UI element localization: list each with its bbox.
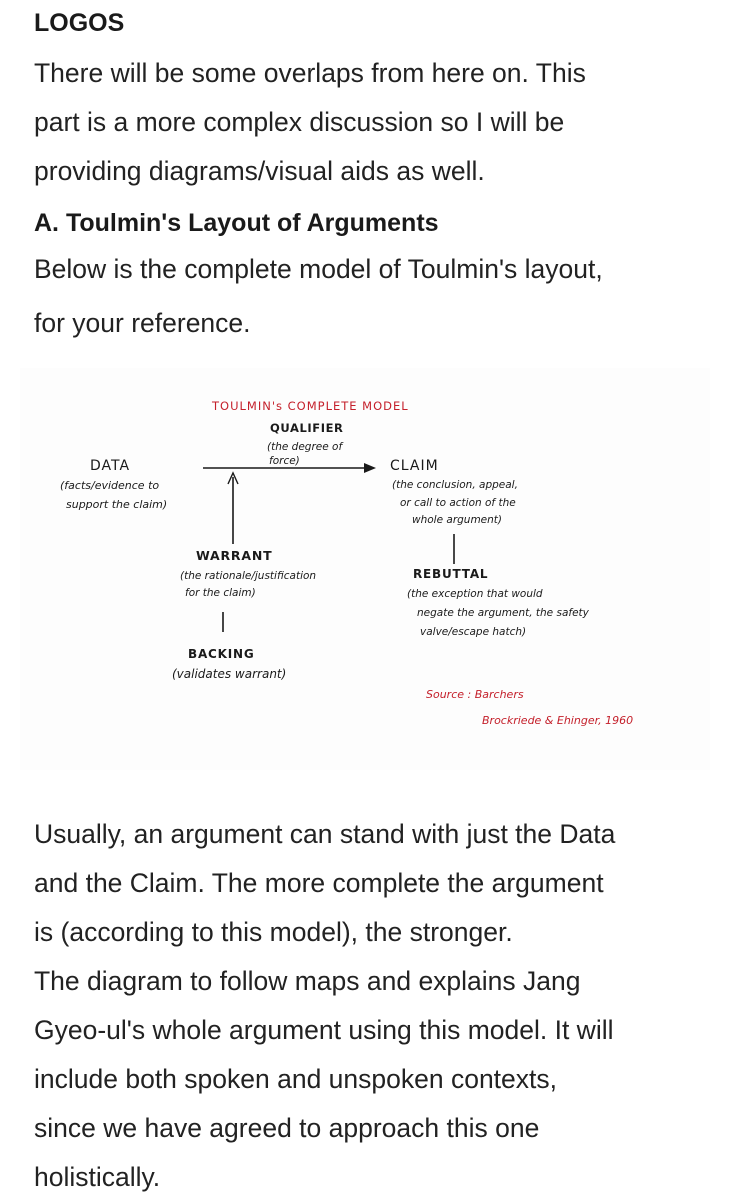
backing-desc: (validates warrant)	[172, 667, 287, 681]
claim-desc: whole argument)	[412, 514, 503, 526]
qualifier-desc: force)	[269, 455, 300, 467]
outro-line: Gyeo-ul's whole argument using this model. It will	[34, 1015, 614, 1045]
outro-line: since we have agreed to approach this one	[34, 1113, 540, 1143]
qualifier-label: QUALIFIER	[270, 421, 344, 435]
lead-line: Below is the complete model of Toulmin's layout,	[34, 254, 603, 284]
outro-line: is (according to this model), the stronger.	[34, 917, 513, 947]
section-title: LOGOS	[34, 9, 125, 37]
claim-desc: or call to action of the	[400, 497, 516, 509]
warrant-desc: for the claim)	[185, 587, 256, 599]
outro-line: and the Claim. The more complete the argument	[34, 868, 604, 898]
outro-line: include both spoken and unspoken contexts,	[34, 1064, 558, 1094]
outro-line: Usually, an argument can stand with just the Data	[34, 819, 616, 849]
warrant-label: WARRANT	[196, 548, 273, 563]
rebuttal-desc: (the exception that would	[407, 588, 543, 600]
subsection-title: A. Toulmin's Layout of Arguments	[34, 209, 439, 237]
data-desc: (facts/evidence to	[60, 479, 160, 492]
rebuttal-desc: valve/escape hatch)	[420, 626, 527, 638]
intro-line: There will be some overlaps from here on. This	[34, 58, 586, 88]
claim-desc: (the conclusion, appeal,	[392, 479, 518, 491]
source-line: Brockriede & Ehinger, 1960	[482, 714, 634, 727]
lead-line: for your reference.	[34, 308, 251, 338]
outro-line: holistically.	[34, 1162, 161, 1192]
toulmin-diagram	[20, 368, 710, 770]
data-label: DATA	[90, 458, 131, 474]
data-desc: support the claim)	[66, 498, 168, 511]
warrant-desc: (the rationale/justification	[180, 570, 317, 582]
qualifier-desc: (the degree of	[267, 441, 343, 453]
claim-arrowhead	[364, 463, 376, 473]
claim-label: CLAIM	[390, 458, 439, 474]
outro-line: The diagram to follow maps and explains Jang	[34, 966, 581, 996]
diagram-title: TOULMIN's COMPLETE MODEL	[212, 399, 409, 413]
toulmin-diagram-image	[20, 368, 710, 770]
intro-line: part is a more complex discussion so I will be	[34, 107, 565, 137]
rebuttal-desc: negate the argument, the safety	[417, 607, 589, 619]
intro-line: providing diagrams/visual aids as well.	[34, 156, 485, 186]
source-line: Source : Barchers	[426, 688, 524, 701]
rebuttal-label: REBUTTAL	[413, 567, 489, 581]
backing-label: BACKING	[188, 647, 255, 661]
